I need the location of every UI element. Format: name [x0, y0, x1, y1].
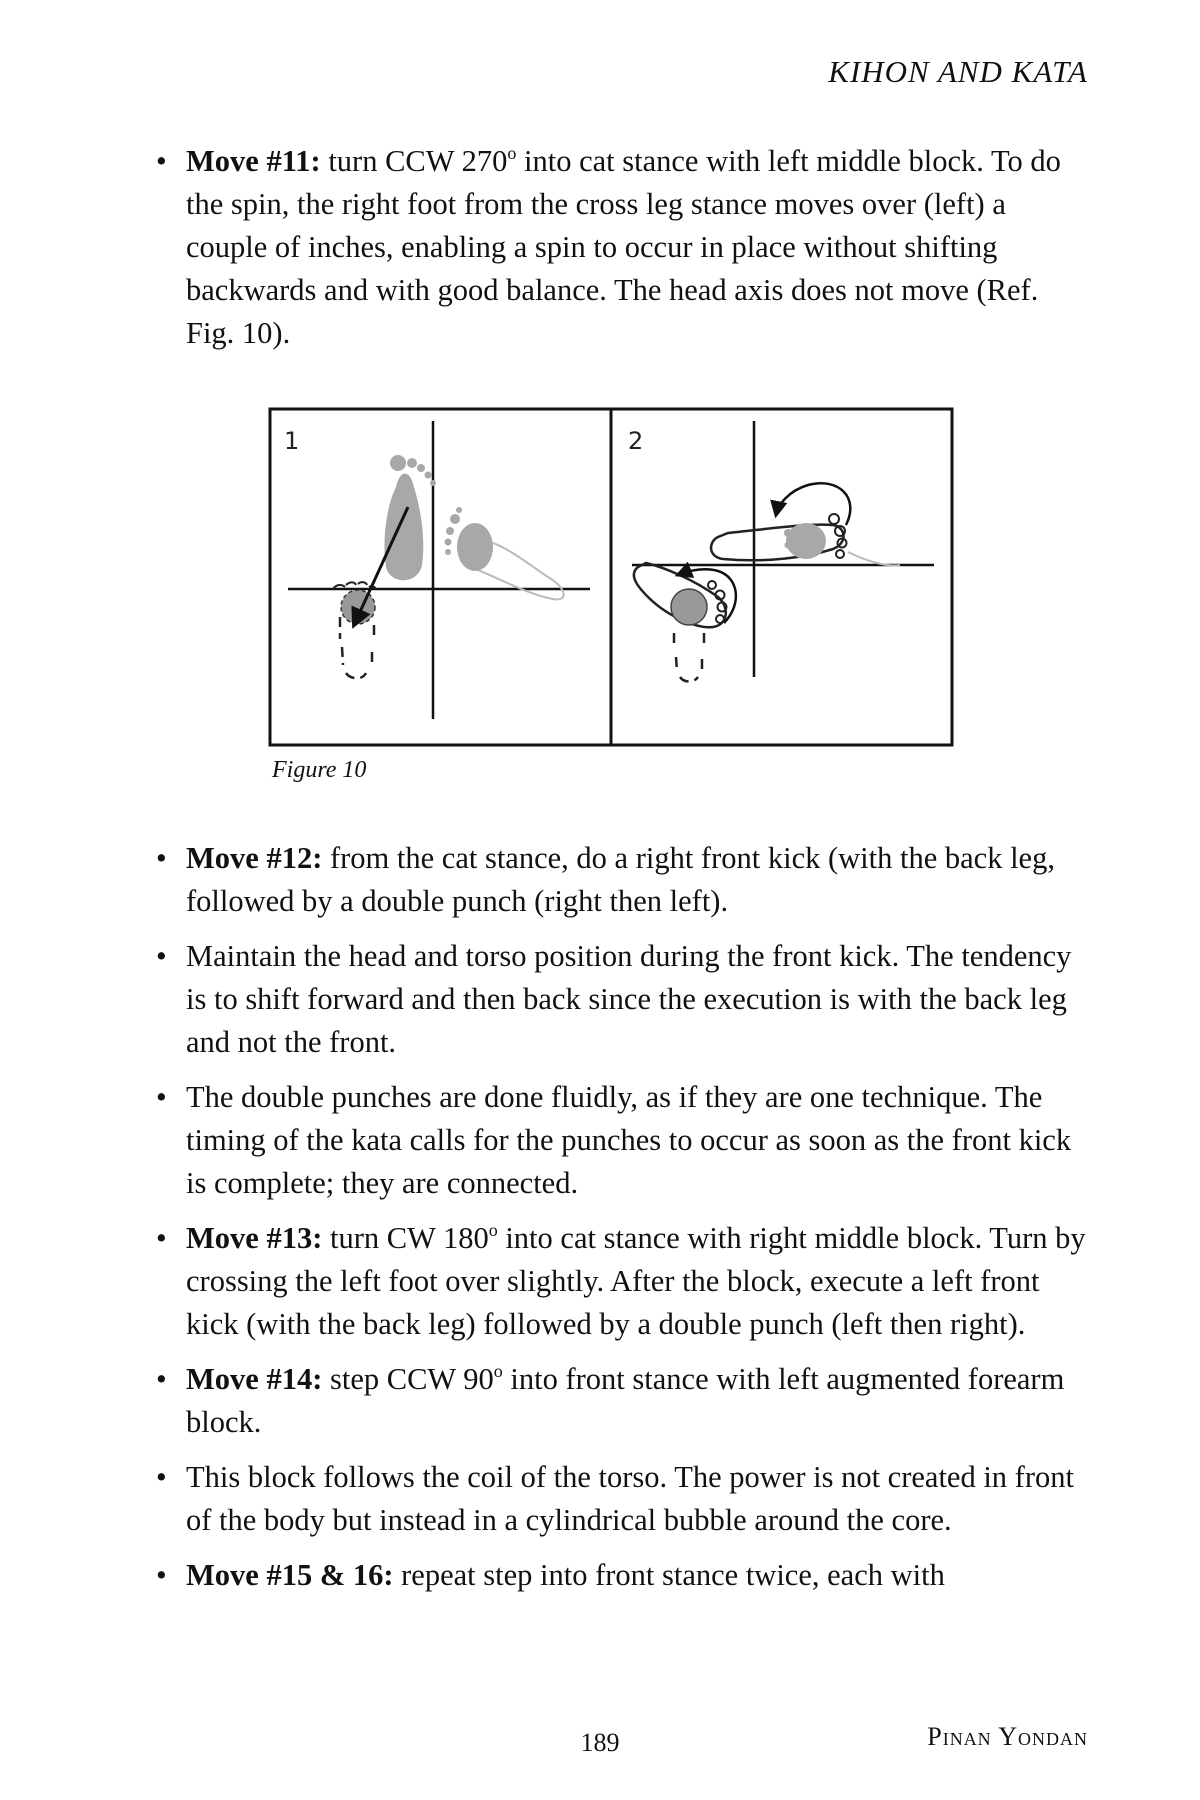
list-item	[156, 1358, 1086, 1444]
foot-position-diagram	[268, 407, 954, 747]
item-label: Move #12:	[186, 841, 323, 875]
page-number: 189	[580, 1728, 620, 1757]
list-item	[156, 935, 1086, 1064]
running-header: KIHON AND KATA	[828, 54, 1088, 89]
item-label: Move #14:	[186, 1362, 323, 1396]
item-text: turn CW 180	[322, 1221, 489, 1255]
bullet-mark: •	[156, 1558, 167, 1592]
list-item	[156, 1554, 1086, 1597]
item-text: step CCW 90	[322, 1362, 494, 1396]
item-text-continued: into front stance with left augmented forearm block.	[186, 1362, 1065, 1439]
bullet-mark: •	[156, 1080, 167, 1114]
item-text-continued: into cat stance with right middle block. Turn by crossing the left foot over slightly. After the block, execute a left front kick (with the back leg) followed by a double punch (left then right).	[186, 1221, 1086, 1341]
figure-10	[268, 407, 954, 785]
item-text: Maintain the head and torso position during the front kick. The tendency is to shift forward and then back since the execution is with the back leg and not the front.	[186, 939, 1072, 1059]
bullet-mark: •	[156, 939, 167, 973]
list-item	[156, 1456, 1086, 1542]
bullet-mark: •	[156, 1221, 167, 1255]
list-item	[156, 1217, 1086, 1346]
degree-mark: o	[507, 143, 517, 163]
panel-label-1: 1	[284, 427, 300, 455]
list-item	[156, 837, 1086, 923]
bullet-mark: •	[156, 1460, 167, 1494]
degree-mark: o	[493, 1361, 503, 1381]
item-text: The double punches are done fluidly, as if they are one technique. The timing of the kata calls for the punches to occur as soon as the front kick is complete; they are connected.	[186, 1080, 1072, 1200]
item-text: turn CCW 270	[320, 144, 508, 178]
figure-caption: Figure 10	[272, 757, 367, 783]
bullet-mark: •	[156, 841, 167, 875]
page-body	[156, 140, 1086, 1609]
panel-label-2: 2	[628, 427, 644, 455]
item-text-continued: into cat stance with left middle block. To do the spin, the right foot from the cross leg stance moves over (left) a couple of inches, enabling a spin to occur in place without shifting backwards and with good balance. The head axis does not move (Ref. Fig. 10).	[186, 144, 1061, 350]
item-text: from the cat stance, do a right front kick (with the back leg, followed by a double punch (right then left).	[186, 841, 1055, 918]
list-item	[156, 1076, 1086, 1205]
item-text: repeat step into front stance twice, each with	[393, 1558, 945, 1592]
bullet-mark: •	[156, 144, 167, 178]
running-footer-title: Pinan Yondan	[927, 1722, 1088, 1751]
item-label: Move #15 & 16:	[186, 1558, 394, 1592]
item-label: Move #13:	[186, 1221, 323, 1255]
degree-mark: o	[488, 1220, 498, 1240]
item-text: This block follows the coil of the torso. The power is not created in front of the body but instead in a cylindrical bubble around the core.	[186, 1460, 1074, 1537]
item-label: Move #11:	[186, 144, 321, 178]
bullet-mark: •	[156, 1362, 167, 1396]
list-item	[156, 140, 1086, 355]
